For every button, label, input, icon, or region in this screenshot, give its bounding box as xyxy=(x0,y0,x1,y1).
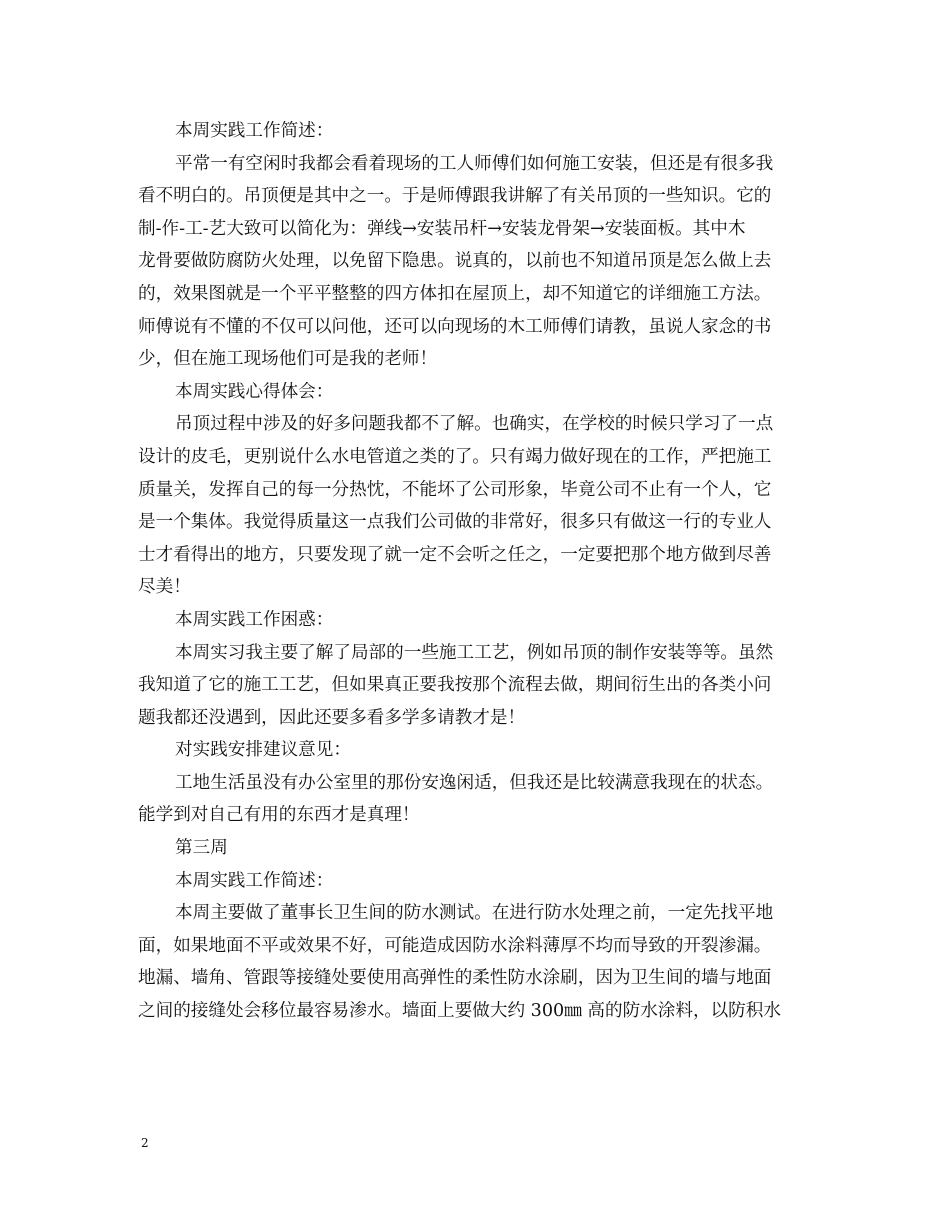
text-line: 的，效果图就是一个平平整整的四方体扣在屋顶上，却不知道它的详细施工方法。 xyxy=(138,283,772,304)
week-heading: 第三周 xyxy=(175,838,228,859)
text-line: 龙骨要做防腐防火处理，以免留下隐患。说真的，以前也不知道吊顶是怎么做上去 xyxy=(138,251,772,272)
section-heading: 对实践安排建议意见： xyxy=(175,740,351,761)
text-line: 制-作-工-艺大致可以简化为：弹线→安装吊杆→安装龙骨架→安装面板。其中木 xyxy=(138,218,746,239)
text-line: 本周主要做了董事长卫生间的防水测试。在进行防水处理之前，一定先找平地 xyxy=(175,903,774,924)
text-line: 士才看得出的地方，只要发现了就一定不会听之任之，一定要把那个地方做到尽善 xyxy=(138,544,772,565)
text-line: 能学到对自己有用的东西才是真理！ xyxy=(138,805,420,826)
section-heading: 本周实践工作困惑： xyxy=(175,609,334,630)
text-line: 师傅说有不懂的不仅可以问他，还可以向现场的木工师傅们请教，虽说人家念的书 xyxy=(138,316,772,337)
text-line: 本周实践工作简述： xyxy=(175,121,334,141)
text-line: 看不明白的。吊顶便是其中之一。于是师傅跟我讲解了有关吊顶的一些知识。它的 xyxy=(138,186,772,207)
text-line: 地漏、墙角、管跟等接缝处要使用高弹性的柔性防水涂刷，因为卫生间的墙与地面 xyxy=(138,968,772,989)
section-heading: 本周实践工作简述： xyxy=(175,870,334,891)
text-line: 平常一有空闲时我都会看着现场的工人师傅们如何施工安装，但还是有很多我 xyxy=(175,153,774,174)
section-heading: 本周实践心得体会： xyxy=(175,381,334,402)
text-line: 之间的接缝处会移位最容易渗水。墙面上要做大约 300㎜ 高的防水涂料，以防积水 xyxy=(138,1001,781,1022)
text-line: 面，如果地面不平或效果不好，可能造成因防水涂料薄厚不均而导致的开裂渗漏。 xyxy=(138,935,772,956)
text-line: 设计的皮毛，更别说什么水电管道之类的了。只有竭力做好现在的工作，严把施工 xyxy=(138,446,772,467)
text-line: 吊顶过程中涉及的好多问题我都不了解。也确实，在学校的时候只学习了一点 xyxy=(175,414,774,435)
page-number: 2 xyxy=(141,1136,149,1150)
text-line: 我知道了它的施工工艺，但如果真正要我按那个流程去做，期间衍生出的各类小问 xyxy=(138,675,772,696)
text-line: 尽美！ xyxy=(138,577,191,598)
document-body xyxy=(138,115,812,1028)
text-line: 少，但在施工现场他们可是我的老师！ xyxy=(138,349,438,370)
text-line: 质量关，发挥自己的每一分热忱，不能坏了公司形象，毕竟公司不止有一个人，它 xyxy=(138,479,772,500)
text-line: 工地生活虽没有办公室里的那份安逸闲适，但我还是比较满意我现在的状态。 xyxy=(175,772,774,793)
text-line: 是一个集体。我觉得质量这一点我们公司做的非常好，很多只有做这一行的专业人 xyxy=(138,512,772,533)
text-line: 题我都还没遇到，因此还要多看多学多请教才是！ xyxy=(138,707,526,728)
text-line: 本周实习我主要了解了局部的一些施工工艺，例如吊顶的制作安装等等。虽然 xyxy=(175,642,774,663)
